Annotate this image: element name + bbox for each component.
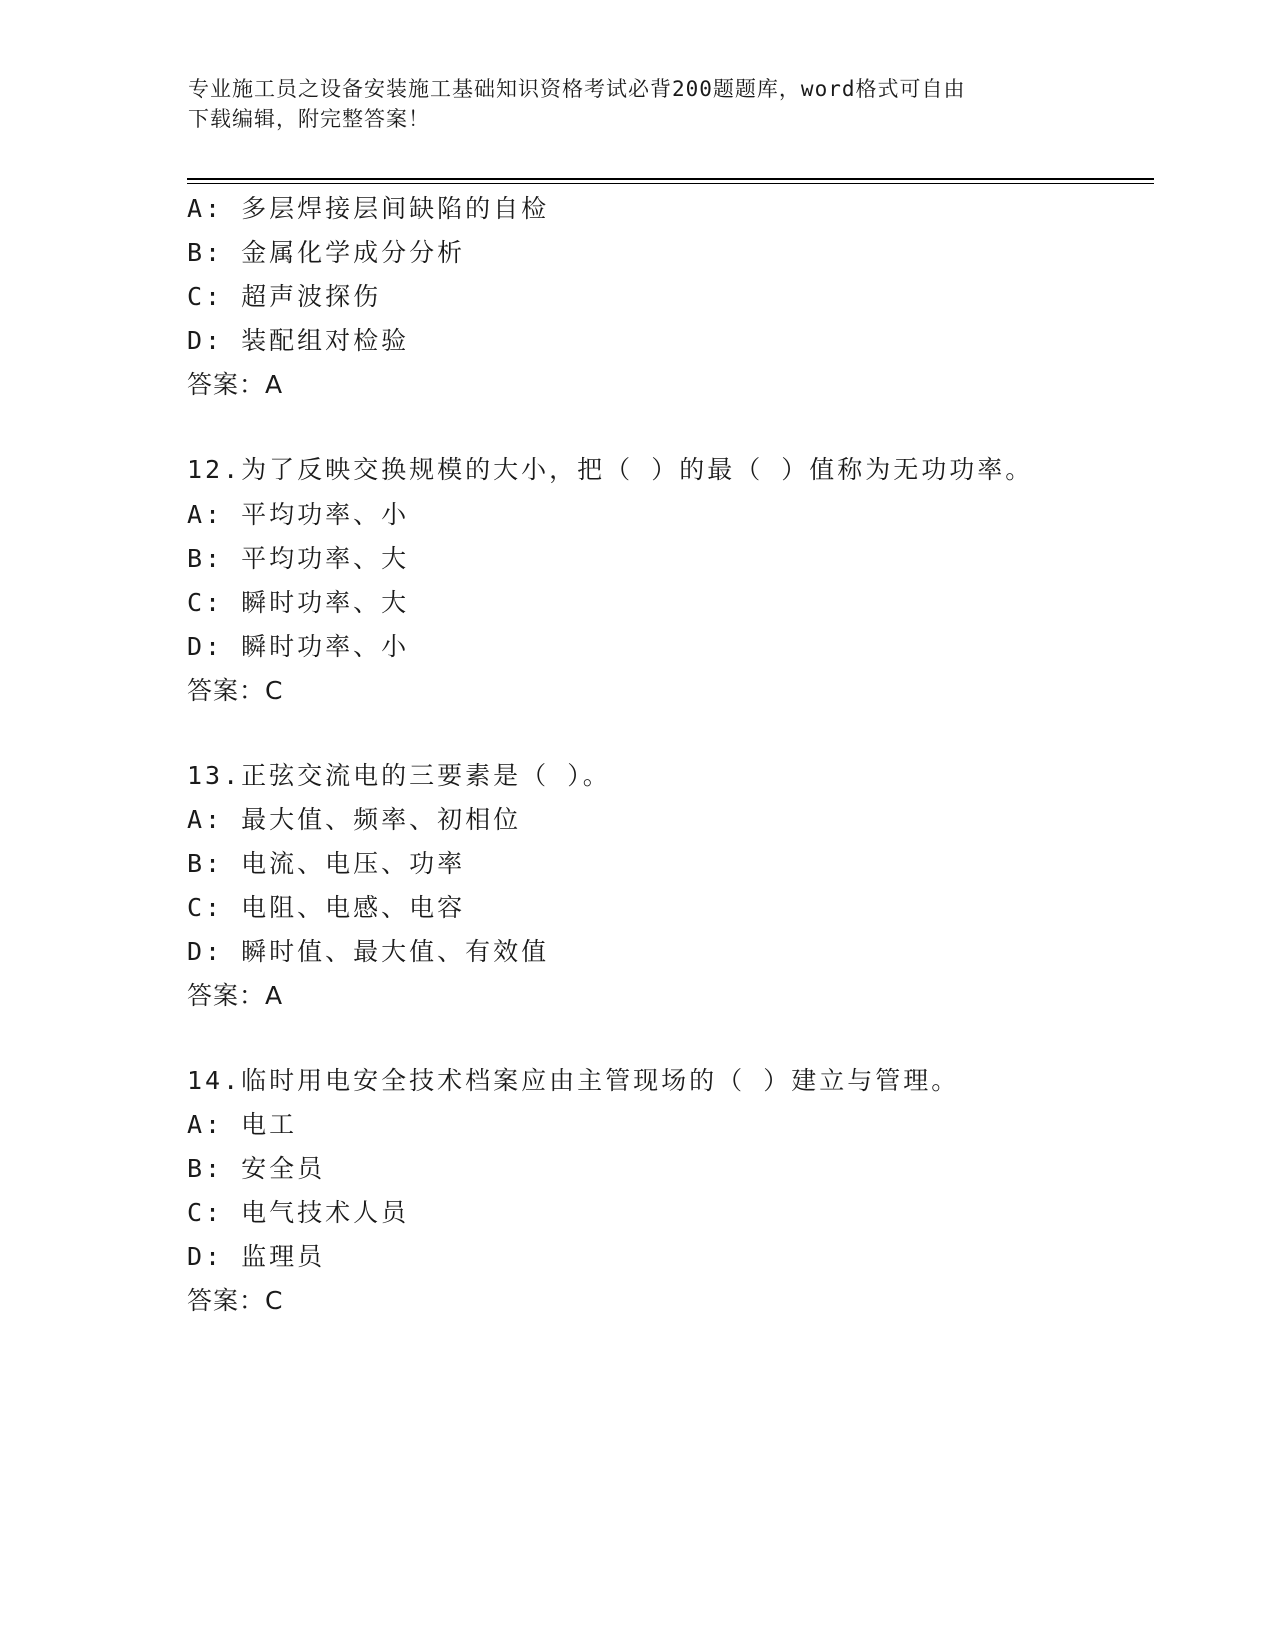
- q13-option-d: D: 瞬时值、最大值、有效值: [187, 937, 550, 966]
- q12-option-b: B: 平均功率、大: [187, 544, 410, 573]
- q11-option-c: C: 超声波探伤: [187, 282, 382, 311]
- q13-option-a: A: 最大值、频率、初相位: [187, 805, 522, 834]
- q12-option-d: D: 瞬时功率、小: [187, 632, 410, 661]
- q11-option-b: B: 金属化学成分分析: [187, 238, 466, 267]
- header-divider-thin: [187, 183, 1154, 184]
- q14-option-c: C: 电气技术人员: [187, 1198, 410, 1227]
- q13-option-b: B: 电流、电压、功率: [187, 849, 466, 878]
- header-line-2: 下载编辑，附完整答案！: [188, 107, 430, 131]
- q12-question: 12.为了反映交换规模的大小，把（ ）的最（ ）值称为无功功率。: [187, 455, 1034, 484]
- q11-option-d: D: 装配组对检验: [187, 326, 410, 355]
- q14-option-b: B: 安全员: [187, 1154, 326, 1183]
- header-divider-thick: [187, 178, 1154, 180]
- header-line-1: 专业施工员之设备安装施工基础知识资格考试必背200题题库，word格式可自由: [188, 77, 966, 101]
- q14-option-d: D: 监理员: [187, 1242, 326, 1271]
- q13-question: 13.正弦交流电的三要素是（ ）。: [187, 761, 611, 790]
- q11-option-a: A: 多层焊接层间缺陷的自检: [187, 194, 550, 223]
- q12-option-c: C: 瞬时功率、大: [187, 588, 410, 617]
- q13-option-c: C: 电阻、电感、电容: [187, 893, 466, 922]
- document-header: [188, 74, 1088, 134]
- q12-answer: 答案：C: [187, 676, 284, 705]
- q14-question: 14.临时用电安全技术档案应由主管现场的（ ）建立与管理。: [187, 1066, 960, 1095]
- q13-answer: 答案：A: [187, 981, 284, 1010]
- q14-answer: 答案：C: [187, 1286, 284, 1315]
- q12-option-a: A: 平均功率、小: [187, 500, 410, 529]
- q14-option-a: A: 电工: [187, 1110, 298, 1139]
- q11-answer: 答案：A: [187, 370, 284, 399]
